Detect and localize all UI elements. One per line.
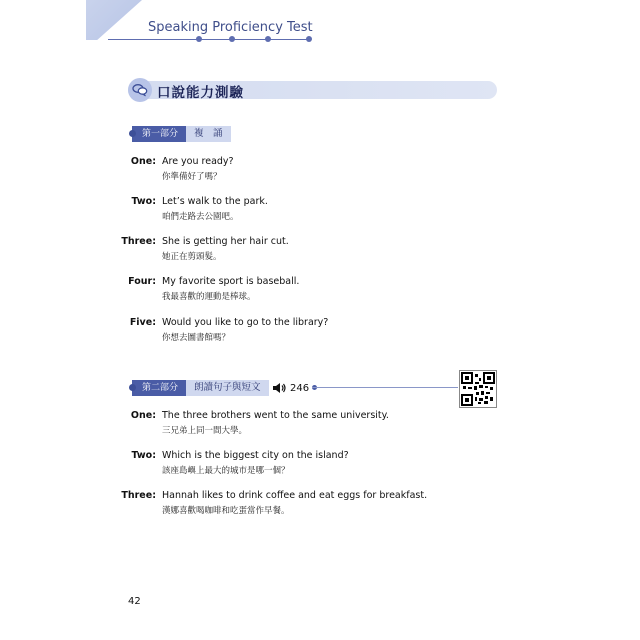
item-number: One: (130, 410, 156, 421)
audio-track-number: 246 (290, 382, 310, 394)
item-chinese: 咱們走路去公園吧。 (162, 212, 239, 222)
item-chinese: 她正在剪頭髮。 (162, 252, 222, 262)
part-one-name: 複 誦 (186, 126, 231, 142)
section-title: 口說能力測驗 (157, 85, 244, 101)
part-one-header (132, 126, 231, 142)
part-two-header (132, 380, 269, 396)
item-chinese: 該座島嶼上最大的城市是哪一個？ (162, 466, 290, 476)
item-english: Would you like to go to the library? (162, 317, 329, 328)
audio-track[interactable] (272, 380, 309, 396)
speech-bubbles-icon (128, 78, 152, 102)
item-number: Four: (128, 276, 156, 287)
item-chinese: 你想去圖書館嗎？ (162, 333, 231, 343)
part-two-label: 第二部分 (132, 380, 186, 396)
item-english: My favorite sport is baseball. (162, 276, 300, 287)
header-dot (306, 36, 312, 42)
item-number: Two: (131, 450, 156, 461)
header-title: Speaking Proficiency Test (148, 20, 313, 35)
part-two-name: 朗讀句子與短文 (186, 380, 269, 396)
header-dot (265, 36, 271, 42)
item-chinese: 你準備好了嗎？ (162, 172, 222, 182)
part-marker (129, 130, 136, 137)
header-corner-decoration (86, 0, 142, 40)
item-number: One: (130, 156, 156, 167)
audio-connector-line (312, 387, 458, 388)
page-number: 42 (128, 596, 141, 607)
item-english: Hannah likes to drink coffee and eat eggs for breakfast. (162, 490, 428, 501)
item-number: Three: (121, 236, 156, 247)
part-marker (129, 384, 136, 391)
speaker-icon (272, 382, 286, 394)
item-number: Three: (121, 490, 156, 501)
item-chinese: 漢娜喜歡喝咖啡和吃蛋當作早餐。 (162, 506, 290, 516)
header-rule (108, 39, 310, 40)
item-english: Which is the biggest city on the island? (162, 450, 349, 461)
item-number: Five: (129, 317, 156, 328)
item-english: Are you ready? (162, 156, 234, 167)
item-number: Two: (131, 196, 156, 207)
header-dot (229, 36, 235, 42)
item-english: The three brothers went to the same university. (162, 410, 389, 421)
item-chinese: 我最喜歡的運動是棒球。 (162, 292, 256, 302)
item-chinese: 三兄弟上同一間大學。 (162, 426, 248, 436)
item-english: She is getting her hair cut. (162, 236, 289, 247)
qr-code-icon[interactable] (459, 370, 497, 408)
item-english: Let’s walk to the park. (162, 196, 268, 207)
part-one-label: 第一部分 (132, 126, 186, 142)
header-dot (196, 36, 202, 42)
